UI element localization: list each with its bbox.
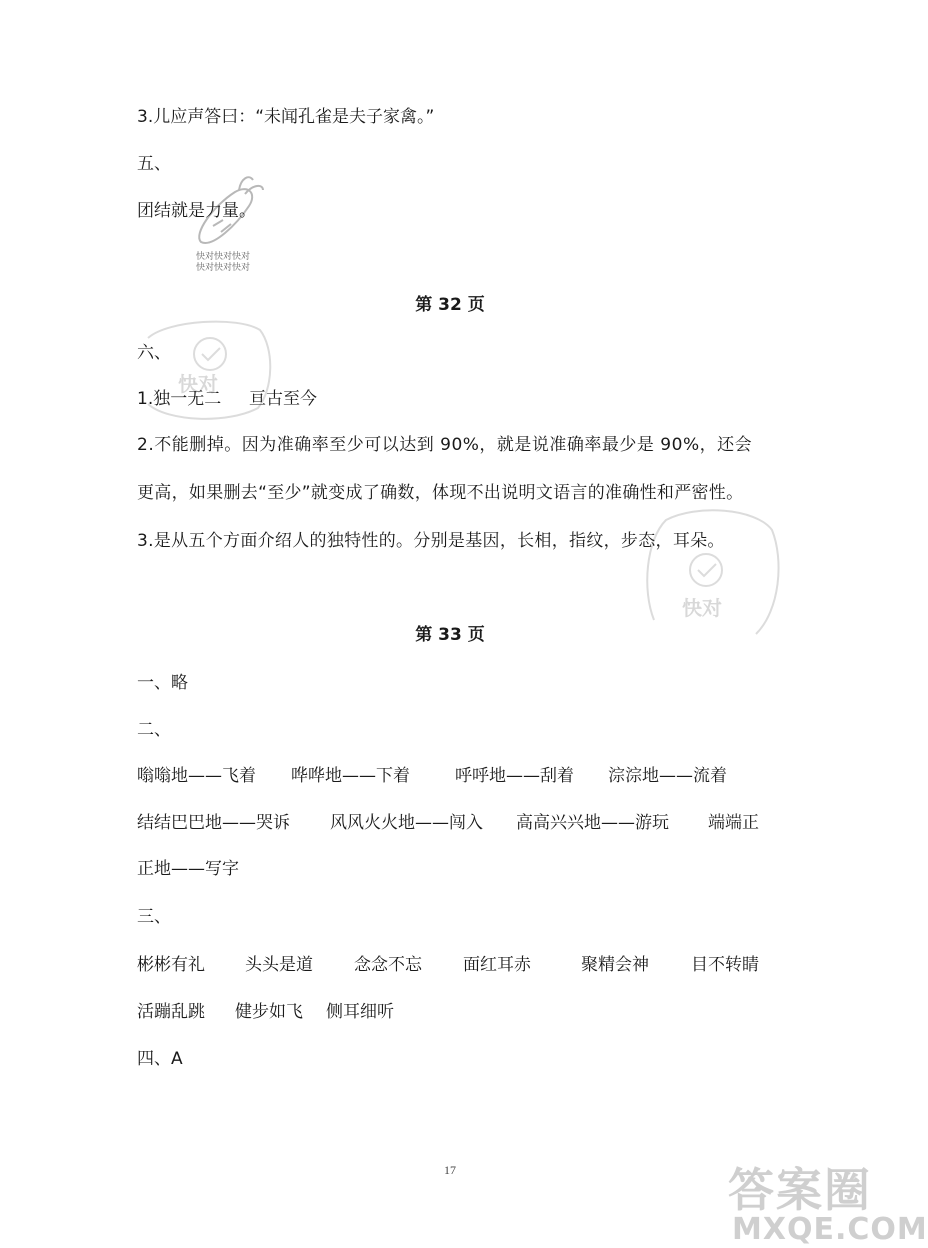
answer-item: 嗡嗡地——飞着 (137, 766, 256, 786)
answer-item: 彬彬有礼 (137, 955, 205, 975)
page-heading-32: 第 32 页 (415, 295, 485, 315)
answer-line: 2.不能删掉。因为准确率至少可以达到 90%，就是说准确率最少是 90%，还会 (137, 435, 753, 455)
answer-item: 面红耳赤 (463, 955, 531, 975)
answer-item: 活蹦乱跳 (137, 1002, 205, 1022)
section-label: 五、 (137, 154, 171, 174)
answer-row (137, 812, 759, 834)
answer-item: 高高兴兴地——游玩 (516, 813, 669, 833)
answer-item: 淙淙地——流着 (608, 766, 727, 786)
answer-item: 健步如飞 (235, 1002, 303, 1022)
section-label: 三、 (137, 907, 171, 927)
answer-row (137, 954, 759, 976)
answer-line: 3.是从五个方面介绍人的独特性的。分别是基因，长相，指纹，步态，耳朵。 (137, 531, 725, 551)
answer-item: 风风火火地——闯入 (330, 813, 483, 833)
carrot-caption-2: 快对快对快对 (196, 263, 251, 273)
answer-row (137, 1001, 394, 1023)
section-label: 一、略 (137, 673, 188, 693)
answer-item: 侧耳细听 (326, 1002, 394, 1022)
logo-text-bottom: MXQE.COM (732, 1212, 928, 1247)
answer-line: 正地——写字 (137, 859, 239, 879)
answer-item: 端端正 (708, 813, 759, 833)
answer-item: 哗哗地——下着 (291, 766, 410, 786)
answer-item: 头头是道 (245, 955, 313, 975)
answer-item: 聚精会神 (581, 955, 649, 975)
answer-line: 更高，如果删去“至少”就变成了确数，体现不出说明文语言的准确性和严密性。 (137, 483, 744, 503)
answer-item: 念念不忘 (354, 955, 422, 975)
stamp-text-2: 快对 (682, 596, 722, 620)
answer-line (137, 388, 317, 410)
carrot-caption-1: 快对快对快对 (196, 252, 251, 262)
section-label: 六、 (137, 343, 171, 363)
logo-text-top: 答案圈 (728, 1163, 872, 1217)
answer-item: 呼呼地——刮着 (455, 766, 574, 786)
page-heading-33: 第 33 页 (415, 625, 485, 645)
answer-item: 1.独一无二 (137, 389, 222, 409)
answer-line: 3.儿应声答曰：“未闻孔雀是夫子家禽。” (137, 107, 435, 127)
stamp-text-1: 快对 (178, 372, 218, 396)
answer-item: 目不转睛 (691, 955, 759, 975)
site-logo-watermark (728, 1152, 928, 1248)
page-number: 17 (444, 1163, 456, 1177)
section-label: 四、A (137, 1049, 183, 1069)
answer-item: 亘古至今 (249, 389, 317, 409)
section-label: 二、 (137, 720, 171, 740)
stamp-watermark-icon (128, 308, 278, 428)
answer-line: 团结就是力量。 (137, 201, 256, 221)
answer-item: 结结巴巴地——哭诉 (137, 813, 290, 833)
answer-row (137, 765, 727, 787)
